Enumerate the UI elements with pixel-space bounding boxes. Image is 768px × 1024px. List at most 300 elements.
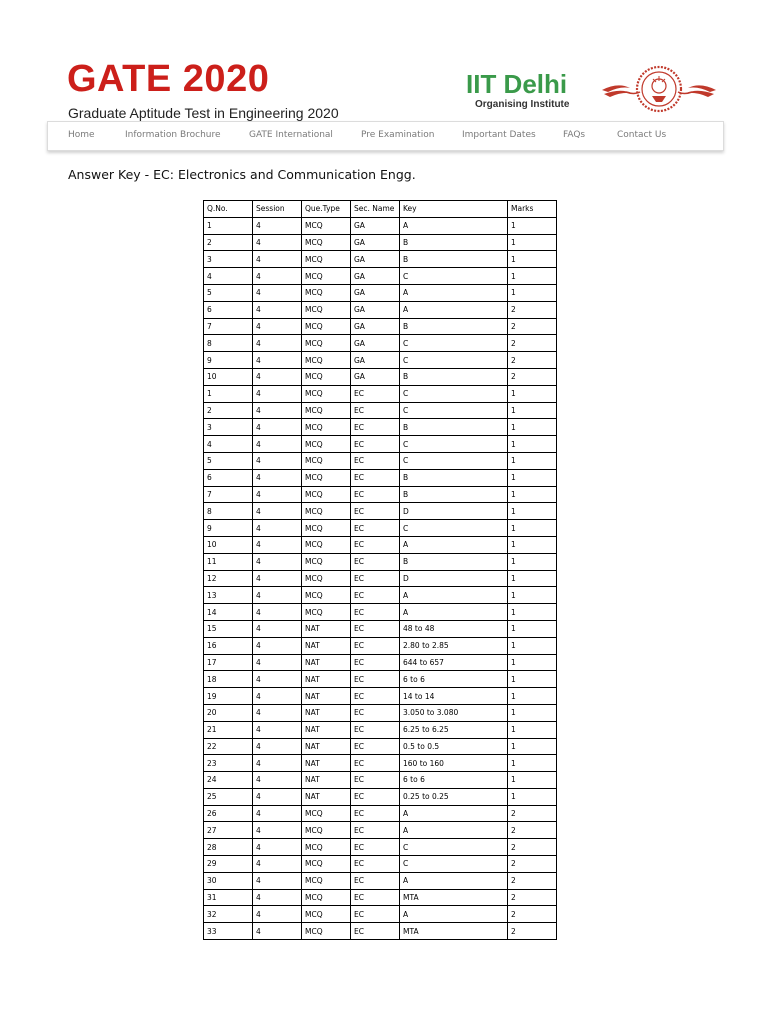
site-title[interactable]: GATE 2020: [67, 58, 270, 100]
cell-marks: 1: [508, 570, 557, 587]
cell-question-type: NAT: [302, 721, 351, 738]
cell-key: B: [400, 553, 508, 570]
table-row: [204, 772, 557, 789]
cell-marks: 1: [508, 688, 557, 705]
cell-session: 4: [253, 469, 302, 486]
cell-qno: 9: [204, 352, 253, 369]
cell-qno: 24: [204, 772, 253, 789]
nav-home-link[interactable]: Home: [68, 130, 95, 140]
cell-session: 4: [253, 604, 302, 621]
cell-marks: 2: [508, 318, 557, 335]
table-row: [204, 620, 557, 637]
cell-section-name: EC: [351, 889, 400, 906]
cell-question-type: NAT: [302, 788, 351, 805]
cell-key: C: [400, 402, 508, 419]
table-row: [204, 755, 557, 772]
cell-marks: 1: [508, 755, 557, 772]
cell-key: C: [400, 452, 508, 469]
cell-marks: 2: [508, 368, 557, 385]
table-row: [204, 486, 557, 503]
cell-key: A: [400, 872, 508, 889]
cell-session: 4: [253, 570, 302, 587]
organising-institute-caption: Organising Institute: [475, 99, 570, 110]
cell-question-type: MCQ: [302, 234, 351, 251]
nav-information-brochure-link[interactable]: Information Brochure: [125, 130, 221, 140]
cell-question-type: MCQ: [302, 604, 351, 621]
cell-question-type: MCQ: [302, 906, 351, 923]
table-row: [204, 570, 557, 587]
cell-marks: 1: [508, 452, 557, 469]
column-header-section-name: Sec. Name: [351, 201, 400, 218]
cell-section-name: EC: [351, 486, 400, 503]
cell-qno: 18: [204, 671, 253, 688]
cell-qno: 19: [204, 688, 253, 705]
cell-qno: 12: [204, 570, 253, 587]
cell-session: 4: [253, 872, 302, 889]
cell-section-name: EC: [351, 419, 400, 436]
cell-question-type: MCQ: [302, 301, 351, 318]
table-row: [204, 671, 557, 688]
cell-qno: 5: [204, 284, 253, 301]
cell-marks: 2: [508, 822, 557, 839]
cell-section-name: EC: [351, 654, 400, 671]
cell-marks: 1: [508, 671, 557, 688]
cell-marks: 1: [508, 436, 557, 453]
main-navigation: [47, 121, 724, 151]
cell-section-name: EC: [351, 402, 400, 419]
cell-qno: 26: [204, 805, 253, 822]
cell-marks: 2: [508, 856, 557, 873]
cell-question-type: MCQ: [302, 520, 351, 537]
cell-session: 4: [253, 721, 302, 738]
cell-key: B: [400, 486, 508, 503]
cell-session: 4: [253, 788, 302, 805]
cell-section-name: EC: [351, 553, 400, 570]
cell-marks: 2: [508, 839, 557, 856]
cell-section-name: EC: [351, 772, 400, 789]
table-row: [204, 419, 557, 436]
cell-section-name: EC: [351, 688, 400, 705]
cell-session: 4: [253, 503, 302, 520]
cell-qno: 4: [204, 436, 253, 453]
cell-marks: 1: [508, 251, 557, 268]
table-row: [204, 469, 557, 486]
cell-key: C: [400, 268, 508, 285]
table-row: [204, 587, 557, 604]
cell-session: 4: [253, 856, 302, 873]
table-row: [204, 839, 557, 856]
cell-question-type: MCQ: [302, 856, 351, 873]
cell-session: 4: [253, 822, 302, 839]
cell-session: 4: [253, 671, 302, 688]
cell-key: 6.25 to 6.25: [400, 721, 508, 738]
cell-marks: 1: [508, 604, 557, 621]
table-row: [204, 704, 557, 721]
cell-qno: 13: [204, 587, 253, 604]
column-header-question-type: Que.Type: [302, 201, 351, 218]
cell-qno: 8: [204, 503, 253, 520]
table-row: [204, 536, 557, 553]
cell-section-name: EC: [351, 788, 400, 805]
cell-question-type: NAT: [302, 755, 351, 772]
cell-qno: 10: [204, 368, 253, 385]
table-row: [204, 436, 557, 453]
cell-key: C: [400, 352, 508, 369]
cell-question-type: NAT: [302, 704, 351, 721]
table-row: [204, 637, 557, 654]
cell-session: 4: [253, 805, 302, 822]
cell-key: 0.25 to 0.25: [400, 788, 508, 805]
table-row: [204, 822, 557, 839]
cell-qno: 5: [204, 452, 253, 469]
cell-section-name: GA: [351, 368, 400, 385]
table-row: [204, 721, 557, 738]
cell-qno: 28: [204, 839, 253, 856]
cell-qno: 8: [204, 335, 253, 352]
cell-session: 4: [253, 419, 302, 436]
column-header-session: Session: [253, 201, 302, 218]
cell-marks: 1: [508, 520, 557, 537]
cell-question-type: MCQ: [302, 268, 351, 285]
cell-qno: 2: [204, 402, 253, 419]
cell-section-name: EC: [351, 671, 400, 688]
cell-qno: 9: [204, 520, 253, 537]
cell-marks: 2: [508, 906, 557, 923]
cell-marks: 1: [508, 486, 557, 503]
cell-question-type: MCQ: [302, 822, 351, 839]
cell-key: B: [400, 251, 508, 268]
cell-section-name: EC: [351, 839, 400, 856]
cell-session: 4: [253, 839, 302, 856]
cell-session: 4: [253, 385, 302, 402]
cell-session: 4: [253, 889, 302, 906]
cell-qno: 2: [204, 234, 253, 251]
cell-question-type: MCQ: [302, 872, 351, 889]
cell-question-type: MCQ: [302, 452, 351, 469]
cell-session: 4: [253, 738, 302, 755]
table-row: [204, 688, 557, 705]
cell-session: 4: [253, 452, 302, 469]
cell-key: A: [400, 217, 508, 234]
cell-key: A: [400, 805, 508, 822]
cell-key: C: [400, 520, 508, 537]
cell-section-name: GA: [351, 234, 400, 251]
cell-marks: 1: [508, 284, 557, 301]
cell-marks: 1: [508, 587, 557, 604]
cell-qno: 3: [204, 419, 253, 436]
cell-qno: 33: [204, 923, 253, 940]
cell-section-name: EC: [351, 452, 400, 469]
cell-section-name: EC: [351, 704, 400, 721]
cell-key: C: [400, 385, 508, 402]
cell-marks: 1: [508, 620, 557, 637]
table-row: [204, 503, 557, 520]
cell-section-name: EC: [351, 805, 400, 822]
cell-key: B: [400, 234, 508, 251]
cell-section-name: EC: [351, 637, 400, 654]
cell-qno: 23: [204, 755, 253, 772]
cell-question-type: MCQ: [302, 217, 351, 234]
nav-important-dates-link[interactable]: Important Dates: [462, 130, 536, 140]
cell-marks: 1: [508, 503, 557, 520]
cell-session: 4: [253, 536, 302, 553]
cell-section-name: EC: [351, 755, 400, 772]
table-row: [204, 872, 557, 889]
cell-question-type: MCQ: [302, 805, 351, 822]
cell-session: 4: [253, 654, 302, 671]
cell-qno: 7: [204, 486, 253, 503]
cell-question-type: MCQ: [302, 889, 351, 906]
cell-key: B: [400, 469, 508, 486]
cell-section-name: EC: [351, 587, 400, 604]
table-row: [204, 402, 557, 419]
cell-section-name: EC: [351, 520, 400, 537]
table-row: [204, 318, 557, 335]
cell-question-type: MCQ: [302, 436, 351, 453]
cell-marks: 1: [508, 772, 557, 789]
cell-session: 4: [253, 486, 302, 503]
cell-question-type: MCQ: [302, 402, 351, 419]
cell-session: 4: [253, 772, 302, 789]
table-row: [204, 856, 557, 873]
cell-key: 0.5 to 0.5: [400, 738, 508, 755]
cell-key: D: [400, 503, 508, 520]
table-row: [204, 906, 557, 923]
cell-question-type: MCQ: [302, 553, 351, 570]
cell-key: MTA: [400, 889, 508, 906]
cell-marks: 2: [508, 301, 557, 318]
cell-session: 4: [253, 755, 302, 772]
answer-key-table: [203, 200, 557, 940]
table-row: [204, 335, 557, 352]
cell-qno: 6: [204, 469, 253, 486]
cell-section-name: GA: [351, 251, 400, 268]
cell-section-name: EC: [351, 385, 400, 402]
cell-question-type: NAT: [302, 738, 351, 755]
cell-question-type: MCQ: [302, 570, 351, 587]
cell-key: A: [400, 536, 508, 553]
cell-section-name: EC: [351, 620, 400, 637]
table-header-row: [204, 201, 557, 218]
nav-pre-examination-link[interactable]: Pre Examination: [361, 130, 435, 140]
cell-section-name: EC: [351, 570, 400, 587]
table-row: [204, 654, 557, 671]
site-subtitle: Graduate Aptitude Test in Engineering 2020: [68, 105, 339, 121]
cell-section-name: EC: [351, 604, 400, 621]
cell-key: B: [400, 368, 508, 385]
cell-qno: 29: [204, 856, 253, 873]
cell-marks: 1: [508, 268, 557, 285]
cell-session: 4: [253, 284, 302, 301]
table-row: [204, 923, 557, 940]
cell-key: 14 to 14: [400, 688, 508, 705]
cell-qno: 21: [204, 721, 253, 738]
cell-session: 4: [253, 436, 302, 453]
cell-section-name: EC: [351, 721, 400, 738]
cell-section-name: EC: [351, 872, 400, 889]
cell-question-type: MCQ: [302, 839, 351, 856]
cell-marks: 1: [508, 217, 557, 234]
table-row: [204, 889, 557, 906]
cell-section-name: EC: [351, 469, 400, 486]
cell-marks: 2: [508, 335, 557, 352]
cell-qno: 17: [204, 654, 253, 671]
table-row: [204, 788, 557, 805]
cell-section-name: EC: [351, 856, 400, 873]
cell-session: 4: [253, 301, 302, 318]
cell-qno: 11: [204, 553, 253, 570]
cell-session: 4: [253, 688, 302, 705]
cell-question-type: MCQ: [302, 923, 351, 940]
cell-key: C: [400, 839, 508, 856]
column-header-marks: Marks: [508, 201, 557, 218]
table-row: [204, 217, 557, 234]
cell-session: 4: [253, 906, 302, 923]
cell-key: A: [400, 822, 508, 839]
cell-section-name: EC: [351, 923, 400, 940]
cell-marks: 2: [508, 872, 557, 889]
cell-question-type: MCQ: [302, 251, 351, 268]
cell-marks: 1: [508, 788, 557, 805]
nav-gate-international-link[interactable]: GATE International: [249, 130, 333, 140]
cell-qno: 7: [204, 318, 253, 335]
cell-question-type: MCQ: [302, 469, 351, 486]
cell-marks: 1: [508, 704, 557, 721]
cell-key: D: [400, 570, 508, 587]
cell-session: 4: [253, 620, 302, 637]
cell-question-type: NAT: [302, 772, 351, 789]
table-row: [204, 604, 557, 621]
cell-session: 4: [253, 587, 302, 604]
cell-marks: 1: [508, 234, 557, 251]
cell-session: 4: [253, 268, 302, 285]
cell-session: 4: [253, 251, 302, 268]
page-title: Answer Key - EC: Electronics and Communication Engg.: [68, 167, 416, 182]
cell-section-name: EC: [351, 536, 400, 553]
cell-question-type: NAT: [302, 620, 351, 637]
column-header-key: Key: [400, 201, 508, 218]
cell-section-name: GA: [351, 284, 400, 301]
table-row: [204, 805, 557, 822]
cell-marks: 1: [508, 553, 557, 570]
cell-qno: 3: [204, 251, 253, 268]
cell-key: A: [400, 301, 508, 318]
cell-key: 6 to 6: [400, 772, 508, 789]
table-row: [204, 352, 557, 369]
cell-session: 4: [253, 318, 302, 335]
cell-section-name: GA: [351, 217, 400, 234]
cell-section-name: EC: [351, 738, 400, 755]
cell-question-type: MCQ: [302, 486, 351, 503]
table-row: [204, 553, 557, 570]
cell-section-name: GA: [351, 318, 400, 335]
cell-question-type: MCQ: [302, 419, 351, 436]
cell-marks: 1: [508, 469, 557, 486]
cell-key: 48 to 48: [400, 620, 508, 637]
cell-question-type: MCQ: [302, 352, 351, 369]
cell-section-name: GA: [351, 335, 400, 352]
cell-marks: 1: [508, 721, 557, 738]
cell-question-type: NAT: [302, 654, 351, 671]
cell-key: C: [400, 856, 508, 873]
table-row: [204, 301, 557, 318]
cell-qno: 20: [204, 704, 253, 721]
cell-marks: 2: [508, 923, 557, 940]
cell-question-type: MCQ: [302, 536, 351, 553]
cell-marks: 1: [508, 402, 557, 419]
cell-question-type: MCQ: [302, 503, 351, 520]
cell-session: 4: [253, 923, 302, 940]
cell-qno: 31: [204, 889, 253, 906]
cell-qno: 22: [204, 738, 253, 755]
cell-key: 644 to 657: [400, 654, 508, 671]
cell-key: A: [400, 587, 508, 604]
cell-qno: 4: [204, 268, 253, 285]
cell-qno: 16: [204, 637, 253, 654]
nav-faqs-link[interactable]: FAQs: [563, 130, 586, 140]
organising-institute-name: IIT Delhi: [466, 69, 568, 99]
cell-section-name: GA: [351, 268, 400, 285]
cell-qno: 1: [204, 217, 253, 234]
table-row: [204, 284, 557, 301]
table-row: [204, 385, 557, 402]
cell-key: B: [400, 318, 508, 335]
cell-marks: 1: [508, 536, 557, 553]
cell-session: 4: [253, 520, 302, 537]
cell-session: 4: [253, 217, 302, 234]
cell-question-type: MCQ: [302, 587, 351, 604]
column-header-qno: Q.No.: [204, 201, 253, 218]
cell-qno: 32: [204, 906, 253, 923]
cell-key: 6 to 6: [400, 671, 508, 688]
cell-session: 4: [253, 637, 302, 654]
table-row: [204, 268, 557, 285]
cell-section-name: EC: [351, 822, 400, 839]
nav-contact-us-link[interactable]: Contact Us: [617, 130, 667, 140]
cell-session: 4: [253, 368, 302, 385]
cell-key: 2.80 to 2.85: [400, 637, 508, 654]
cell-session: 4: [253, 704, 302, 721]
table-row: [204, 251, 557, 268]
cell-qno: 10: [204, 536, 253, 553]
cell-qno: 30: [204, 872, 253, 889]
cell-marks: 1: [508, 385, 557, 402]
cell-key: 3.050 to 3.080: [400, 704, 508, 721]
cell-qno: 25: [204, 788, 253, 805]
cell-key: MTA: [400, 923, 508, 940]
cell-session: 4: [253, 335, 302, 352]
cell-qno: 6: [204, 301, 253, 318]
cell-key: A: [400, 906, 508, 923]
cell-section-name: EC: [351, 503, 400, 520]
cell-marks: 1: [508, 738, 557, 755]
cell-question-type: MCQ: [302, 368, 351, 385]
table-row: [204, 738, 557, 755]
cell-question-type: MCQ: [302, 385, 351, 402]
cell-marks: 2: [508, 889, 557, 906]
cell-key: C: [400, 335, 508, 352]
cell-question-type: NAT: [302, 637, 351, 654]
cell-section-name: GA: [351, 301, 400, 318]
iit-delhi-emblem-icon: [600, 62, 718, 118]
cell-question-type: NAT: [302, 671, 351, 688]
cell-qno: 27: [204, 822, 253, 839]
cell-key: A: [400, 604, 508, 621]
cell-section-name: GA: [351, 352, 400, 369]
cell-section-name: EC: [351, 436, 400, 453]
cell-qno: 1: [204, 385, 253, 402]
cell-marks: 1: [508, 419, 557, 436]
